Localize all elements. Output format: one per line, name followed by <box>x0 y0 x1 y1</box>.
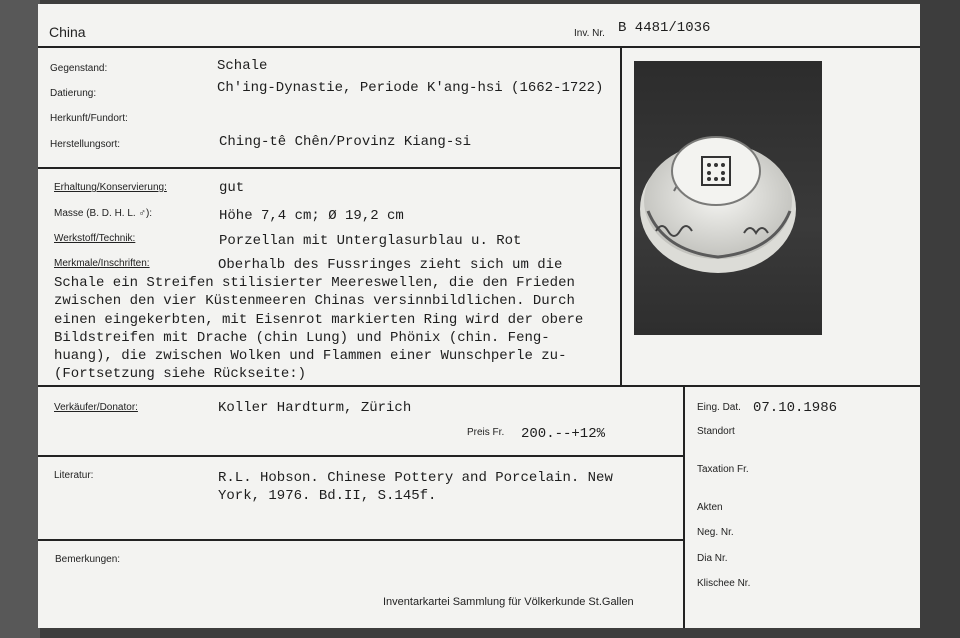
preis-label: Preis Fr. <box>467 427 505 438</box>
rule-section-2 <box>38 385 920 387</box>
preis-value: 200.--+12% <box>521 426 606 442</box>
herstellungsort-value: Ching-tê Chên/Provinz Kiang-si <box>219 134 472 150</box>
werkstoff-label: Werkstoff/Technik: <box>54 233 136 244</box>
description-line: huang), die zwischen Wolken und Flammen einer Wunschperle zu- <box>54 348 567 365</box>
taxation-label: Taxation Fr. <box>697 464 749 475</box>
erhaltung-label: Erhaltung/Konservierung: <box>54 182 167 193</box>
bowl-image <box>634 61 822 335</box>
gegenstand-value: Schale <box>217 58 268 74</box>
masse-label: Masse (B. D. H. L. ♂): <box>54 208 153 219</box>
description-line: Oberhalb des Fussringes zieht sich um die <box>218 257 563 273</box>
verkaeufer-label: Verkäufer/Donator: <box>54 402 138 413</box>
rule-section-1 <box>38 167 622 169</box>
literatur-line-1: R.L. Hobson. Chinese Pottery and Porcelain. New <box>218 470 613 486</box>
standort-label: Standort <box>697 426 735 437</box>
rule-header <box>38 46 920 48</box>
rule-section-4 <box>38 539 685 541</box>
gegenstand-label: Gegenstand: <box>50 63 108 74</box>
herstellungsort-label: Herstellungsort: <box>50 139 121 150</box>
rule-side-column <box>683 387 685 628</box>
datierung-value: Ch'ing-Dynastie, Periode K'ang-hsi (1662-1722) <box>217 80 604 96</box>
erhaltung-value: gut <box>219 180 245 196</box>
dia-nr-label: Dia Nr. <box>697 553 728 564</box>
neg-nr-label: Neg. Nr. <box>697 527 734 538</box>
literatur-line-2: York, 1976. Bd.II, S.145f. <box>218 488 437 504</box>
description-line: (Fortsetzung siehe Rückseite:) <box>54 366 307 383</box>
inv-nr-label: Inv. Nr. <box>574 28 605 39</box>
description-line: einen eingekerbten, mit Eisenrot markierten Ring wird der obere <box>54 311 584 328</box>
institution-footer: Inventarkartei Sammlung für Völkerkunde St.Gallen <box>383 596 634 608</box>
description-line: Schale ein Streifen stilisierter Meereswellen, die den Frieden <box>54 275 575 292</box>
description-text <box>54 256 624 383</box>
object-photo <box>634 61 822 335</box>
eing-dat-label: Eing. Dat. <box>697 402 741 413</box>
literatur-label: Literatur: <box>54 470 94 481</box>
eing-dat-value: 07.10.1986 <box>753 400 838 416</box>
bemerkungen-label: Bemerkungen: <box>55 554 121 565</box>
description-line: zwischen den vier Küstenmeeren Chinas versinnbildlichen. Durch <box>54 293 575 310</box>
werkstoff-value: Porzellan mit Unterglasurblau u. Rot <box>219 233 522 249</box>
country-label: China <box>49 24 86 40</box>
description-line: Bildstreifen mit Drache (chin Lung) und Phönix (chin. Feng- <box>54 329 550 346</box>
klischee-nr-label: Klischee Nr. <box>697 578 751 589</box>
merkmale-label: Merkmale/Inschriften: <box>54 258 150 269</box>
datierung-label: Datierung: <box>50 88 97 99</box>
verkaeufer-value: Koller Hardturm, Zürich <box>218 400 412 416</box>
background-left <box>0 0 40 638</box>
herkunft-label: Herkunft/Fundort: <box>50 113 128 124</box>
inv-nr-value: B 4481/1036 <box>618 20 711 36</box>
masse-value: Höhe 7,4 cm; Ø 19,2 cm <box>219 208 404 224</box>
akten-label: Akten <box>697 502 723 513</box>
rule-section-3 <box>38 455 685 457</box>
